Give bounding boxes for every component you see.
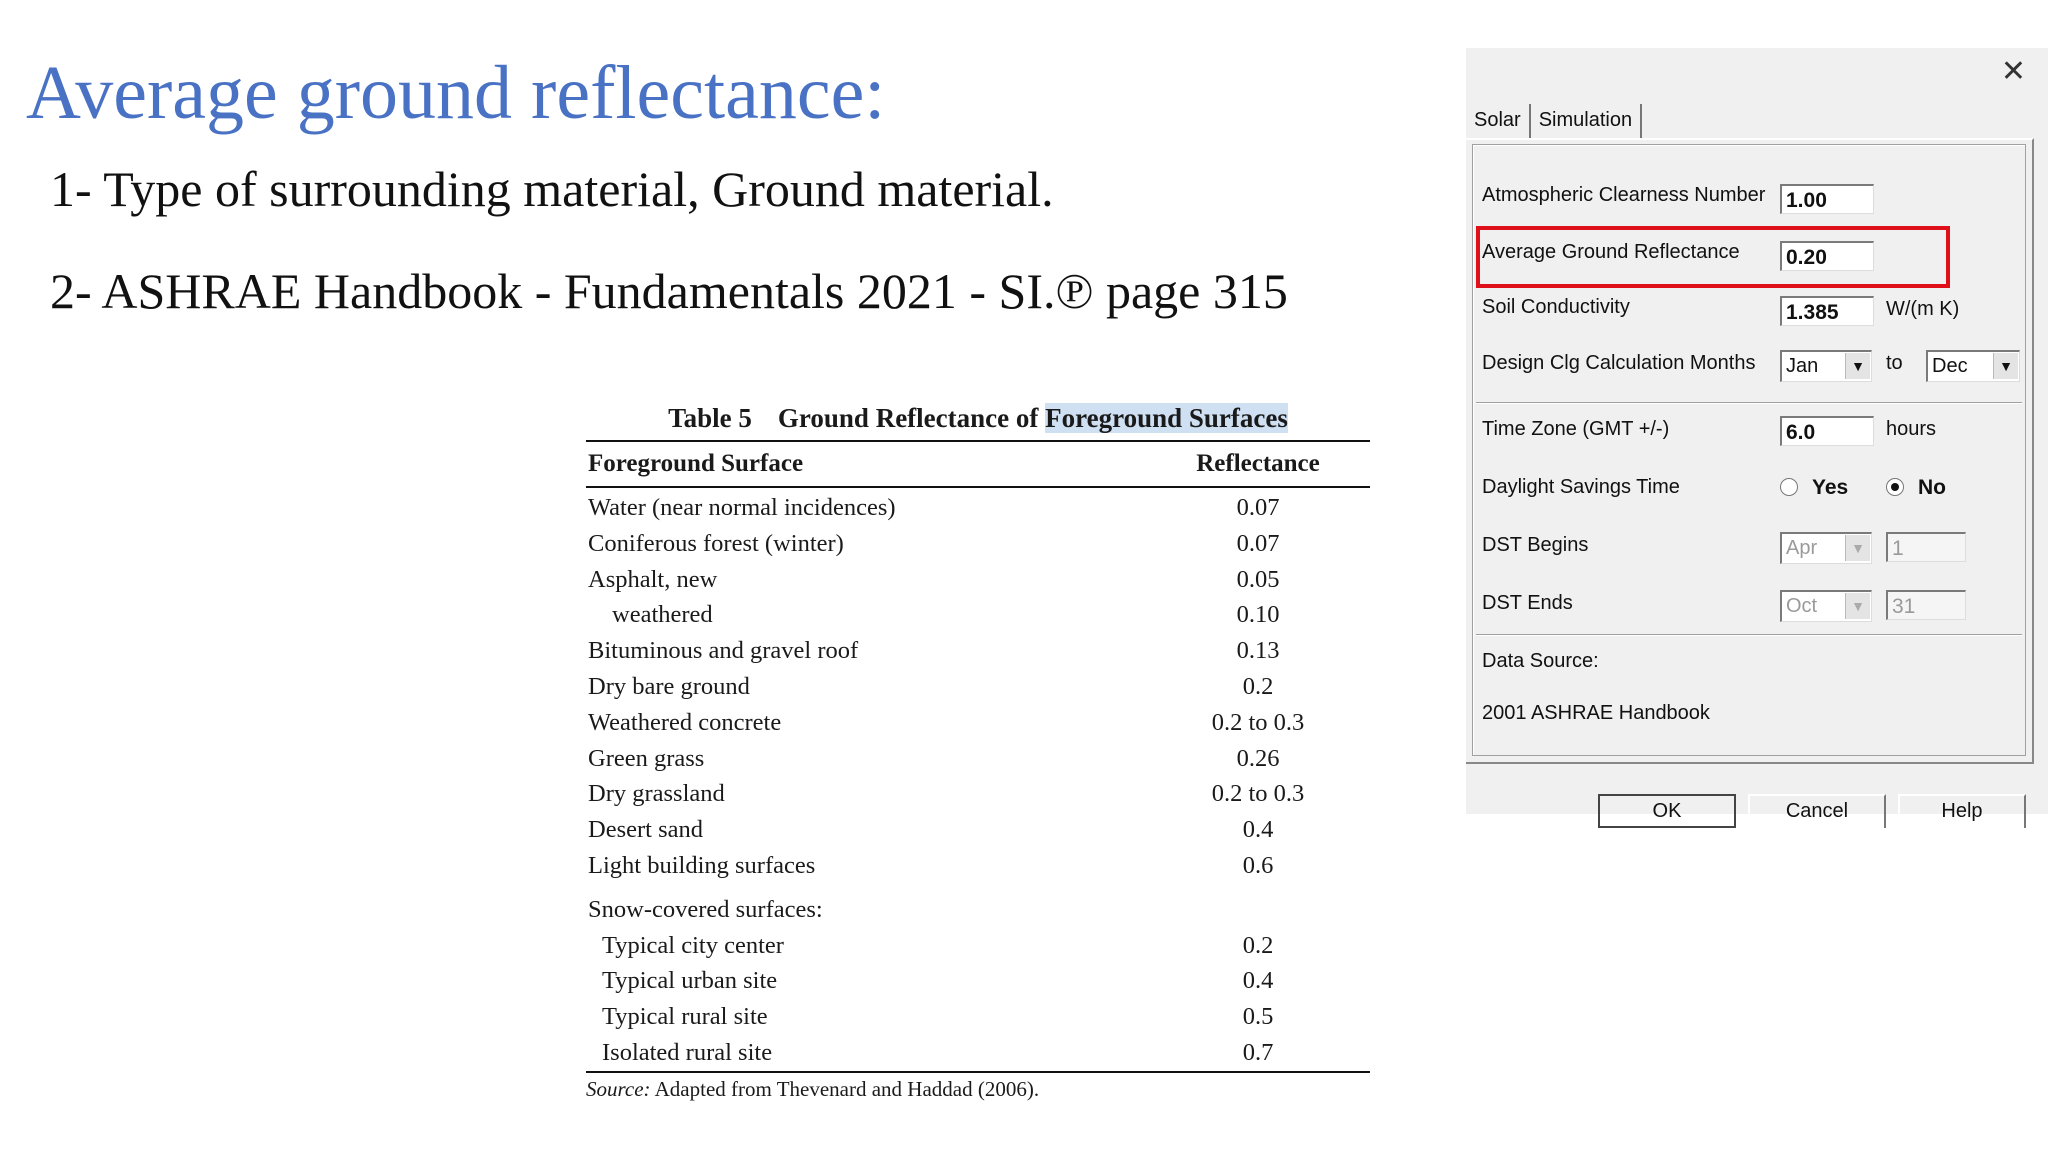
table-row	[586, 741, 1370, 777]
bullet-1: 1- Type of surrounding material, Ground material.	[50, 161, 1054, 217]
radio-selected-icon	[1886, 478, 1904, 496]
row-value: 0.07	[1236, 494, 1280, 521]
dst-yes-radio[interactable]	[1780, 476, 1848, 500]
row-surface: Weathered concrete	[588, 708, 782, 736]
table-row	[586, 776, 1370, 812]
dst-begins-month-select[interactable]	[1780, 532, 1872, 564]
row-value: 0.7	[1242, 1038, 1274, 1066]
soil-unit: W/(m K)	[1886, 298, 1960, 320]
design-to-select[interactable]	[1926, 350, 2020, 382]
header-reflectance: Reflectance	[1196, 450, 1320, 477]
row-value: 0.07	[1236, 529, 1280, 557]
row-surface: weathered	[612, 601, 713, 629]
cancel-button[interactable]: Cancel	[1748, 794, 1886, 828]
table-row	[586, 928, 1370, 964]
table-row	[586, 526, 1370, 562]
table-number: Table 5	[668, 403, 752, 433]
atmospheric-label: Atmospheric Clearness Number	[1482, 184, 1766, 206]
dst-yes-label: Yes	[1812, 476, 1849, 499]
chevron-down-icon[interactable]: ▼	[1845, 535, 1870, 561]
dst-no-radio[interactable]	[1886, 476, 1946, 500]
row-surface: Green grass	[588, 744, 705, 772]
table-source	[586, 1077, 1370, 1102]
row-surface: Typical rural site	[602, 1003, 768, 1031]
design-to-label: to	[1886, 352, 1903, 374]
design-from-value: Jan	[1786, 355, 1819, 377]
row-surface: Isolated rural site	[602, 1038, 773, 1066]
reflectance-input[interactable]: 0.20	[1780, 241, 1874, 271]
row-value: 0.05	[1236, 565, 1280, 593]
dst-ends-month-value: Oct	[1786, 595, 1818, 617]
table-row	[586, 1035, 1370, 1071]
dst-begins-label: DST Begins	[1482, 534, 1589, 556]
row-value: 0.10	[1236, 601, 1280, 629]
reflectance-table	[586, 396, 1370, 1102]
row-value: 0.2	[1242, 672, 1274, 700]
table-header	[586, 442, 1370, 486]
chevron-down-icon[interactable]: ▼	[1845, 353, 1870, 379]
bullet-2: 2- ASHRAE Handbook - Fundamentals 2021 - SI.℗ page 315	[50, 263, 1288, 319]
row-surface: Water (near normal incidences)	[588, 494, 896, 521]
table-row	[586, 848, 1370, 884]
dst-no-label: No	[1918, 476, 1946, 499]
ok-button[interactable]: OK	[1598, 794, 1736, 828]
table-row	[586, 999, 1370, 1035]
separator	[1476, 634, 2022, 636]
table-row	[586, 490, 1370, 526]
row-value: 0.13	[1236, 637, 1280, 665]
row-value: 0.6	[1242, 851, 1274, 879]
chevron-down-icon[interactable]: ▼	[1993, 353, 2018, 379]
header-surface: Foreground Surface	[588, 450, 804, 477]
row-surface: Dry bare ground	[588, 672, 750, 700]
table-caption-text: Ground Reflectance of	[777, 403, 1046, 433]
tab-solar[interactable]: Solar	[1466, 104, 1531, 138]
table-row	[586, 892, 1370, 928]
separator	[1476, 402, 2022, 404]
design-months-label: Design Clg Calculation Months	[1482, 352, 1756, 374]
help-button[interactable]: Help	[1898, 794, 2026, 828]
atmospheric-input[interactable]: 1.00	[1780, 184, 1874, 214]
dst-ends-label: DST Ends	[1482, 592, 1573, 614]
row-surface: Coniferous forest (winter)	[588, 529, 844, 557]
table-row	[586, 963, 1370, 999]
row-value	[1146, 892, 1370, 928]
data-source-value: 2001 ASHRAE Handbook	[1482, 702, 1710, 724]
row-value: 0.4	[1242, 816, 1274, 844]
timezone-input[interactable]: 6.0	[1780, 416, 1874, 446]
dst-label: Daylight Savings Time	[1482, 476, 1680, 498]
row-value: 0.4	[1242, 967, 1274, 995]
soil-input[interactable]: 1.385	[1780, 296, 1874, 326]
close-icon[interactable]: ✕	[2000, 55, 2026, 88]
dst-ends-month-select[interactable]	[1780, 590, 1872, 622]
table-caption-highlight: Foreground Surfaces	[1045, 403, 1288, 433]
design-to-value: Dec	[1932, 355, 1968, 377]
table-row	[586, 562, 1370, 598]
settings-dialog	[1466, 48, 2048, 822]
table-caption	[586, 396, 1370, 440]
tab-strip	[1466, 104, 1642, 138]
table-row	[586, 669, 1370, 705]
source-label: Source:	[586, 1076, 651, 1101]
table-row	[586, 705, 1370, 741]
slide-title: Average ground reflectance:	[26, 51, 886, 135]
table-row	[586, 812, 1370, 848]
row-surface: Typical city center	[602, 931, 784, 959]
row-value: 0.26	[1236, 744, 1280, 772]
row-surface: Light building surfaces	[588, 851, 816, 879]
row-surface: Dry grassland	[588, 780, 725, 808]
dst-begins-day-input[interactable]: 1	[1886, 532, 1966, 562]
design-from-select[interactable]	[1780, 350, 1872, 382]
row-surface: Bituminous and gravel roof	[588, 637, 859, 665]
tab-simulation[interactable]: Simulation	[1531, 104, 1642, 138]
data-source-label: Data Source:	[1482, 650, 1599, 672]
chevron-down-icon[interactable]: ▼	[1845, 593, 1870, 619]
soil-label: Soil Conductivity	[1482, 296, 1630, 318]
timezone-label: Time Zone (GMT +/-)	[1482, 418, 1670, 440]
source-text: Adapted from Thevenard and Haddad (2006).	[650, 1076, 1040, 1101]
row-surface: Desert sand	[588, 816, 703, 844]
row-surface: Asphalt, new	[588, 565, 718, 593]
row-value: 0.5	[1242, 1003, 1274, 1031]
row-value: 0.2 to 0.3	[1211, 780, 1305, 808]
table-row	[586, 597, 1370, 633]
dst-begins-month-value: Apr	[1786, 537, 1818, 559]
dst-ends-day-input[interactable]: 31	[1886, 590, 1966, 620]
reflectance-label: Average Ground Reflectance	[1482, 241, 1740, 263]
table-row	[586, 633, 1370, 669]
row-value: 0.2	[1242, 931, 1274, 959]
row-surface: Typical urban site	[602, 967, 778, 995]
radio-icon	[1780, 478, 1798, 496]
row-surface: Snow-covered surfaces:	[588, 895, 823, 923]
timezone-unit: hours	[1886, 418, 1937, 440]
row-value: 0.2 to 0.3	[1211, 708, 1305, 736]
